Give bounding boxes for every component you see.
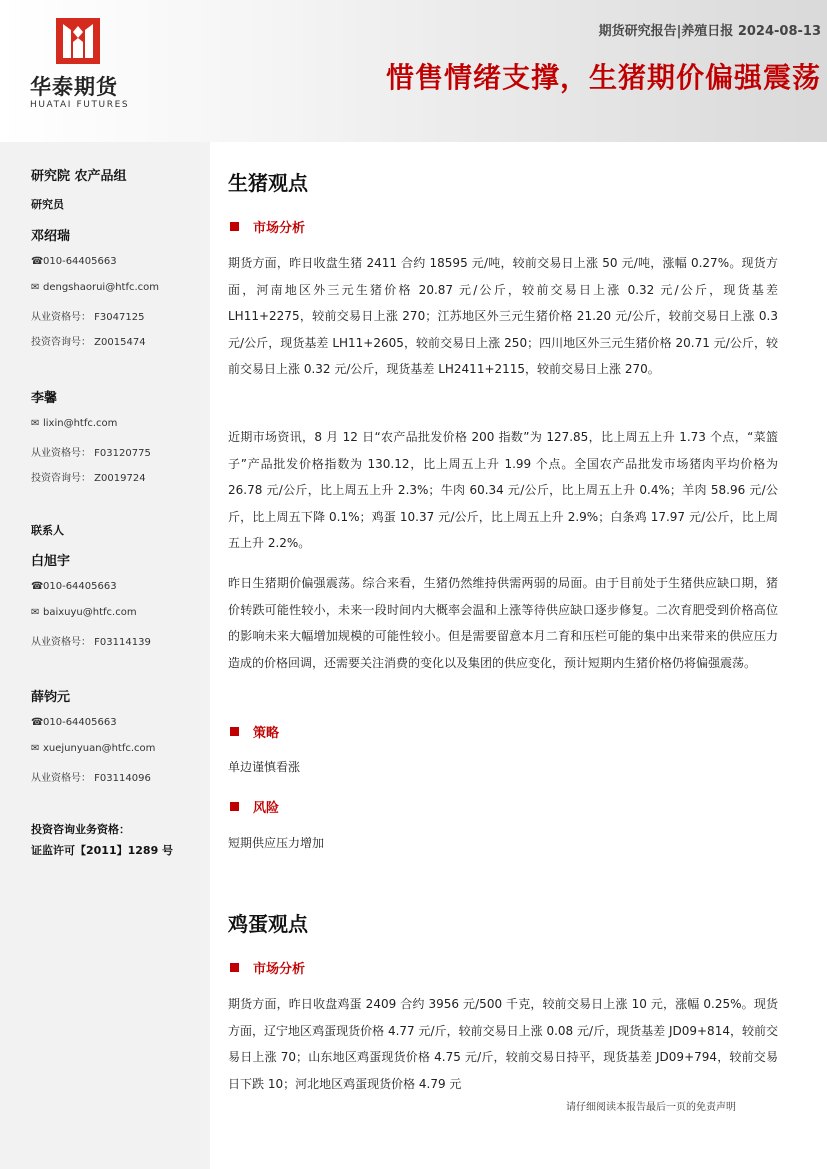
hog-outlook-paragraph: 昨日生猪期价偏强震荡。综合来看，生猪仍然维持供需两弱的局面。由于目前处于生猪供应缺口期，猪价转跌可能性较小，未来一段时间内大概率会温和上涨等待供应缺口逐步修复。二次育肥受到价格高位的影响未来大幅增加规模的可能性较小。但是需要留意本月二育和压栏可能的集中出来带来的供应压力造成的价格回调，还需要关注消费的变化以及集团的供应变化，预计短期内生猪价格仍将偏强震荡。 — [228, 576, 778, 670]
logo-english-name: HUATAI FUTURES — [30, 100, 130, 110]
contact-phone: ☎010-64405663 — [31, 717, 117, 728]
contact-email[interactable]: ✉ xuejunyuan@htfc.com — [31, 743, 156, 754]
analyst-email[interactable]: ✉ dengshaorui@htfc.com — [31, 282, 160, 293]
envelope-icon: ✉ — [31, 743, 40, 754]
license-number: 证监许可【2011】1289 号 — [31, 844, 174, 857]
analyst-advisor-number: 投资咨询号： Z0019724 — [31, 473, 146, 484]
phone-icon: ☎ — [31, 581, 44, 592]
report-type-date: 期货研究报告|养殖日报 2024-08-13 — [598, 24, 821, 39]
envelope-icon: ✉ — [31, 282, 40, 293]
hog-risk-text: 短期供应压力增加 — [228, 836, 325, 850]
contact-name: 薛钧元 — [31, 690, 71, 705]
hog-section-title: 生猪观点 — [228, 171, 308, 195]
report-header — [0, 0, 827, 142]
author-sidebar — [0, 142, 210, 1169]
envelope-icon: ✉ — [31, 418, 40, 429]
company-logo — [30, 16, 140, 116]
analyst-name: 邓绍瑞 — [31, 229, 71, 244]
hog-futures-spot-paragraph: 期货方面，昨日收盘生猪 2411 合约 18595 元/吨，较前交易日上涨 50 元/吨，涨幅 0.27%。现货方面，河南地区外三元生猪价格 20.87 元/公斤，较前交易日上涨 0.32 元/公斤，现货基差 LH11+2275，较前交易日上涨 270；江苏地区外三元生猪价格 21.20 元/公斤，较前交易日上涨 0.3 元/公斤，现货基差 LH11+2605，较前交易日上涨 250；四川地区外三元生猪价格 20.71 元/公斤，较前交易日上涨 0.32 元/公斤，现货基差 LH2411+2115，较前交易日上涨 270。 — [228, 256, 778, 376]
contact-name: 白旭宇 — [31, 554, 71, 569]
contact-license: 从业资格号： F03114139 — [31, 637, 151, 648]
analyst-email[interactable]: ✉ lixin@htfc.com — [31, 418, 118, 429]
analyst-name: 李馨 — [31, 391, 58, 406]
square-bullet-icon — [230, 963, 239, 972]
contact-label: 联系人 — [31, 524, 64, 537]
analyst-license: 从业资格号： F03120775 — [31, 448, 151, 459]
hog-strategy-heading: 策略 — [230, 722, 279, 741]
egg-futures-spot-paragraph: 期货方面，昨日收盘鸡蛋 2409 合约 3956 元/500 千克，较前交易日上涨 10 元，涨幅 0.25%。现货方面，辽宁地区鸡蛋现货价格 4.77 元/斤，较前交易日上涨 0.08 元/斤，现货基差 JD09+814，较前交易日上涨 70；山东地区鸡蛋现货价格 4.75 元/斤，较前交易日持平，现货基差 JD09+794，较前交易日下跌 10；河北地区鸡蛋现货价格 4.79 元 — [228, 997, 778, 1091]
analyst-advisor-number: 投资咨询号： Z0015474 — [31, 337, 146, 348]
phone-icon: ☎ — [31, 717, 44, 728]
department-label: 研究院 农产品组 — [31, 169, 127, 184]
researcher-label: 研究员 — [31, 198, 64, 211]
hog-risk-heading: 风险 — [230, 797, 279, 816]
envelope-icon: ✉ — [31, 607, 40, 618]
hog-strategy-text: 单边谨慎看涨 — [228, 760, 301, 774]
square-bullet-icon — [230, 727, 239, 736]
report-title: 惜售情绪支撑，生猪期价偏强震荡 — [385, 61, 821, 94]
hog-market-analysis-heading: 市场分析 — [230, 217, 305, 236]
square-bullet-icon — [230, 222, 239, 231]
logo-chinese-name: 华泰期货 — [30, 75, 118, 99]
huatai-logo-icon — [56, 18, 100, 64]
hog-market-news-paragraph: 近期市场资讯，8 月 12 日“农产品批发价格 200 指数”为 127.85，比上周五上升 1.73 个点，“菜篮子”产品批发价格指数为 130.12，比上周五上升 1.99 个点。全国农产品批发市场猪肉平均价格为 26.78 元/公斤，比上周五上升 2.3%；牛肉 60.34 元/公斤，比上周五上升 0.4%；羊肉 58.96 元/公斤，比上周五下降 0.1%；鸡蛋 10.37 元/公斤，比上周五上升 2.9%；白条鸡 17.97 元/公斤，比上周五上升 2.2%。 — [228, 430, 778, 550]
analyst-license: 从业资格号： F3047125 — [31, 312, 145, 323]
disclaimer-note: 请仔细阅读本报告最后一页的免责声明 — [566, 1102, 736, 1113]
egg-market-analysis-heading: 市场分析 — [230, 958, 305, 977]
egg-section-title: 鸡蛋观点 — [228, 912, 308, 936]
contact-phone: ☎010-64405663 — [31, 581, 117, 592]
square-bullet-icon — [230, 802, 239, 811]
analyst-phone: ☎010-64405663 — [31, 256, 117, 267]
phone-icon: ☎ — [31, 256, 44, 267]
qualification-label: 投资咨询业务资格： — [31, 823, 130, 836]
contact-license: 从业资格号： F03114096 — [31, 773, 151, 784]
contact-email[interactable]: ✉ baixuyu@htfc.com — [31, 607, 137, 618]
